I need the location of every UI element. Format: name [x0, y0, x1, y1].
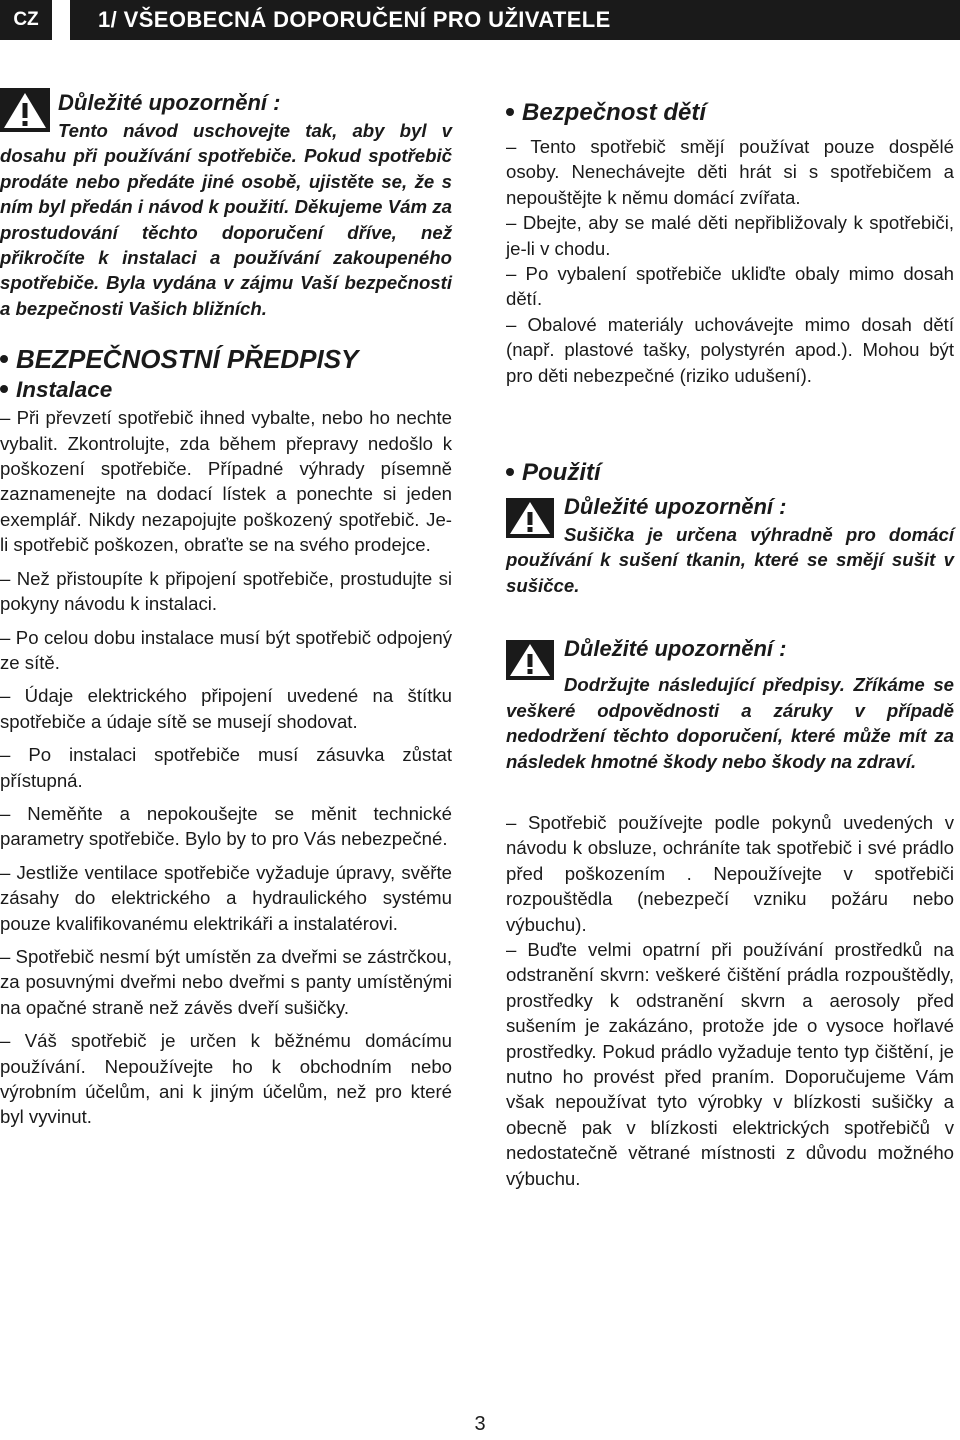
subsection-title: Použití: [506, 458, 954, 488]
subsection-title: Bezpečnost dětí: [506, 98, 954, 128]
paragraph: – Buďte velmi opatrní při používání prostředků na odstranění skvrn: veškeré čištění prádla rozpouštědly, prostředky k odstranění skvrn a aerosoly před sušením je zakázáno, protože jde o vysoce hořlavé prostředky. Pokud prádlo vyžaduje tento typ čištění, je nutno ho provést před praním. Doporučujeme Vám však nepoužívat tyto výrobky v blízkosti sušičky a obecně pak v blízkosti elektrických spotřebičů v nedostatečně větrané místnosti z důvodu možného výbuchu.: [506, 938, 954, 1189]
paragraph: – Údaje elektrického připojení uvedené na štítku spotřebiče a údaje sítě se musejí shodovat.: [0, 685, 452, 732]
warning-triangle-icon: [506, 498, 554, 543]
important-notice-2: [506, 492, 954, 598]
important-notice-3: [506, 634, 954, 774]
warning-triangle-icon: [506, 640, 554, 685]
paragraph: – Po instalaci spotřebiče musí zásuvka zůstat přístupná.: [0, 744, 452, 791]
bullet-icon: [506, 468, 514, 476]
notice-text: Sušička je určena výhradně pro domácí používání k sušení tkanin, které se smějí sušit v sušičce.: [506, 524, 954, 596]
paragraph: – Spotřebič nesmí být umístěn za dveřmi se zástrčkou, za posuvnými dveřmi nebo dveřmi s panty umístěnými na opačné straně než závěs dveří sušičky.: [0, 945, 452, 1018]
paragraph: – Spotřebič používejte podle pokynů uvedených v návodu k obsluze, ochráníte tak spotřebič i své prádlo před poškozením . Nepoužívejte v spotřebiči rozpouštědla (nebezpečí vzniku požáru nebo výbuchu).: [506, 811, 954, 935]
paragraph: – Po vybalení spotřebiče ukliďte obaly mimo dosah dětí.: [506, 263, 954, 310]
page-header: [0, 0, 960, 40]
paragraph: – Dbejte, aby se malé děti nepřibližovaly k spotřebiči, je-li v chodu.: [506, 212, 954, 259]
paragraph: – Neměňte a nepokoušejte se měnit technické parametry spotřebiče. Bylo by to pro Vás nebezpečné.: [0, 802, 452, 850]
language-label: CZ: [0, 0, 52, 40]
paragraph: – Tento spotřebič smějí používat pouze dospělé osoby. Nenechávejte děti hrát si s spotřebičem a nepouštějte k němu domácí zvířata.: [506, 136, 954, 208]
bullet-icon: [0, 355, 8, 363]
bullet-icon: [0, 385, 8, 393]
notice-heading: Důležité upozornění :: [58, 90, 281, 115]
section-title: BEZPEČNOSTNÍ PŘEDPISY: [0, 343, 452, 375]
paragraph: – Po celou dobu instalace musí být spotřebič odpojený ze sítě.: [0, 626, 452, 673]
paragraph: – Jestliže ventilace spotřebiče vyžaduje úpravy, svěřte zásahy do elektrického a hydraulického systému pouze kvalifikovanému elektrikáři a instalatérovi.: [0, 861, 452, 934]
important-notice-1: [0, 88, 452, 321]
paragraph: – Obalové materiály uchovávejte mimo dosah dětí (např. plastové tašky, polystyrén apod.). Mohou být pro děti nebezpečné (riziko udušení).: [506, 313, 954, 386]
notice-heading: Důležité upozornění :: [564, 494, 787, 520]
notice-text: Dodržujte následující předpisy. Zříkáme se veškeré odpovědnosti a záruky v případě nedodržení těchto doporučení, které může mít za následek hmotné škody nebo škody na zdraví.: [506, 674, 954, 772]
paragraph: – Než přistoupíte k připojení spotřebiče, prostudujte si pokyny návodu k instalaci.: [0, 567, 452, 615]
bullet-icon: [506, 108, 514, 116]
page-title: 1/ VŠEOBECNÁ DOPORUČENÍ PRO UŽIVATELE: [70, 0, 960, 40]
paragraph: – Při převzetí spotřebič ihned vybalte, nebo ho nechte vybalit. Zkontrolujte, zda během přepravy nedošlo k poškození spotřebiče. Případné výhrady písemně zaznamenejte na dodací lístek a ponechte si jeden exemplář. Nikdy nezapojujte poškozený spotřebič. Je-li spotřebič poškozen, obraťte se na svého prodejce.: [0, 407, 452, 556]
notice-text: Tento návod uschovejte tak, aby byl v dosahu při používání spotřebiče. Pokud spotřebič prodáte nebo předáte jiné osobě, ujistěte se, že s ním byl předán i návod k použití. Děkujeme Vám za prostudování těchto doporučení dříve, než přikročíte k instalaci a používání zakoupeného spotřebiče. Byla vydána v zájmu Vaší bezpečnosti a bezpečnosti Vašich bližních.: [0, 120, 452, 319]
warning-triangle-icon: [0, 88, 50, 137]
right-column: [506, 98, 954, 1191]
paragraph: – Váš spotřebič je určen k běžnému domácímu používání. Nepoužívejte ho k obchodním nebo výrobním účelům, ani k jiným účelům, než pro které byl vyvinut.: [0, 1030, 452, 1128]
left-column: [0, 88, 452, 1130]
subsection-title: Instalace: [0, 375, 452, 405]
page-number: 3: [474, 1413, 486, 1435]
notice-heading: Důležité upozornění :: [564, 636, 787, 662]
